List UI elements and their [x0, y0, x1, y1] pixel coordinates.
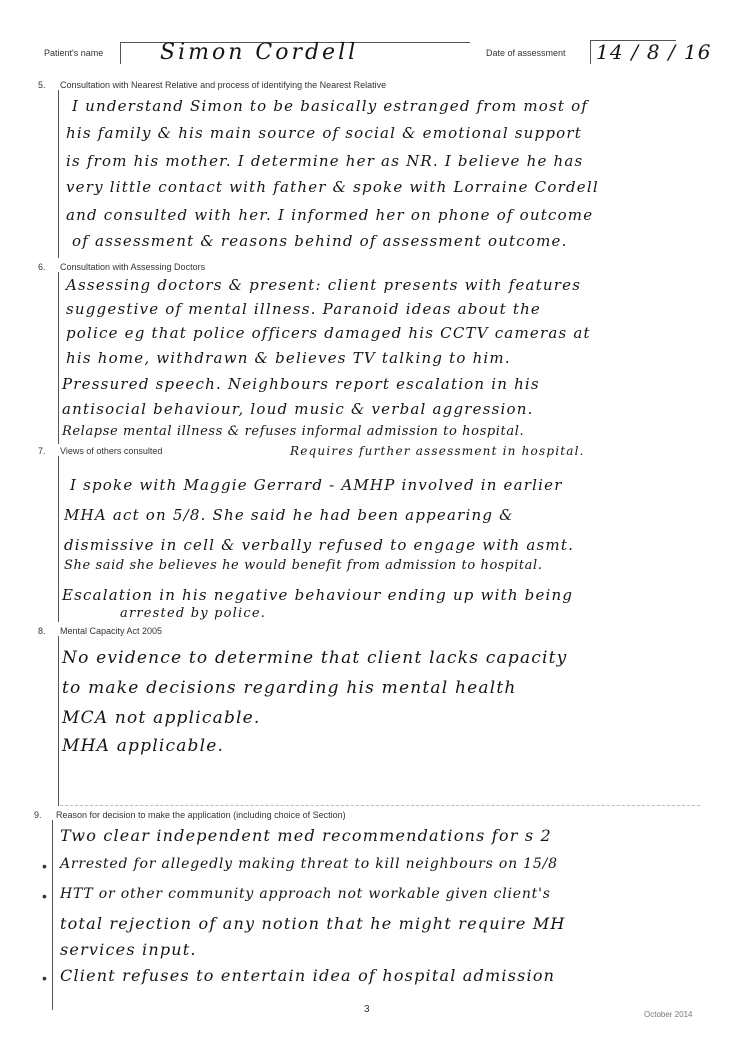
section-9-number: 9. [34, 810, 42, 820]
section-9-border [52, 820, 53, 1010]
form-version: October 2014 [644, 1010, 693, 1019]
section-6-line-7: Relapse mental illness & refuses informal admission to hospital. [62, 424, 525, 439]
section-9-line-1: Two clear independent med recommendations for s 2 [60, 826, 552, 845]
section-7-line-6: arrested by police. [120, 606, 267, 621]
section-6-line-2: suggestive of mental illness. Paranoid ideas about the [66, 300, 542, 318]
section-9-line-2: Arrested for allegedly making threat to kill neighbours on 15/8 [60, 856, 558, 872]
date-value: 14 / 8 / 16 [596, 40, 712, 64]
page-number: 3 [364, 1004, 370, 1015]
section-5-line-5: and consulted with her. I informed her on phone of outcome [66, 206, 594, 224]
section-6-line-4: his home, withdrawn & believes TV talking to him. [66, 349, 511, 367]
section-6-line-5: Pressured speech. Neighbours report escalation in his [62, 375, 540, 393]
section-9-line-6: Client refuses to entertain idea of hospital admission [60, 966, 556, 985]
section-9-bullet-2: • [42, 858, 47, 874]
section-8-line-4: MHA applicable. [62, 736, 225, 756]
section-9-bullet-3: • [42, 888, 47, 904]
section-7-line-3: dismissive in cell & verbally refused to engage with asmt. [64, 536, 575, 554]
section-9-line-3: HTT or other community approach not workable given client's [60, 886, 551, 902]
section-9-title: Reason for decision to make the application (including choice of Section) [56, 810, 346, 820]
section-6-line-8: Requires further assessment in hospital. [290, 444, 585, 458]
section-8-title: Mental Capacity Act 2005 [60, 626, 163, 636]
section-7-number: 7. [38, 446, 46, 456]
section-7-title: Views of others consulted [60, 446, 163, 456]
section-6-title: Consultation with Assessing Doctors [60, 262, 206, 272]
section-7-line-5: Escalation in his negative behaviour ending up with being [62, 586, 574, 604]
section-9-line-5: services input. [60, 940, 197, 959]
section-8-line-3: MCA not applicable. [62, 708, 261, 728]
section-6-line-6: antisocial behaviour, loud music & verbal aggression. [62, 400, 534, 418]
date-of-assessment-label: Date of assessment [486, 48, 566, 58]
section-7-line-4: She said she believes he would benefit from admission to hospital. [64, 558, 543, 573]
section-6-number: 6. [38, 262, 46, 272]
section-5-title: Consultation with Nearest Relative and process of identifying the Nearest Relative [60, 80, 387, 90]
section-6-line-3: police eg that police officers damaged his CCTV cameras at [66, 324, 591, 342]
section-8-line-1: No evidence to determine that client lacks capacity [62, 648, 568, 668]
section-5-line-1: I understand Simon to be basically estranged from most of [72, 97, 589, 115]
section-5-line-6: of assessment & reasons behind of assessment outcome. [72, 232, 568, 250]
section-5-line-2: his family & his main source of social & emotional support [66, 124, 582, 142]
section-5-line-4: very little contact with father & spoke with Lorraine Cordell [66, 178, 599, 196]
section-5-line-3: is from his mother. I determine her as NR. I believe he has [66, 152, 584, 170]
section-8-line-2: to make decisions regarding his mental health [62, 678, 517, 698]
section-7-line-2: MHA act on 5/8. She said he had been appearing & [64, 506, 514, 524]
section-5-number: 5. [38, 80, 46, 90]
section-8-number: 8. [38, 626, 46, 636]
section-6-border [58, 272, 59, 444]
section-5-border [58, 90, 59, 258]
patient-name-box-left [120, 42, 121, 64]
section-8-border [58, 636, 59, 806]
patient-name-label: Patient's name [44, 48, 104, 58]
section-6-line-1: Assessing doctors & present: client presents with features [66, 276, 582, 294]
patient-name-value: Simon Cordell [160, 40, 359, 65]
section-9-line-4: total rejection of any notion that he might require MH [60, 914, 566, 933]
section-7-line-1: I spoke with Maggie Gerrard - AMHP involved in earlier [70, 476, 563, 494]
date-box-left [590, 40, 591, 64]
section-9-bullet-6: • [42, 970, 47, 986]
section-7-border [58, 456, 59, 622]
section-8-dashed-line [60, 805, 700, 806]
